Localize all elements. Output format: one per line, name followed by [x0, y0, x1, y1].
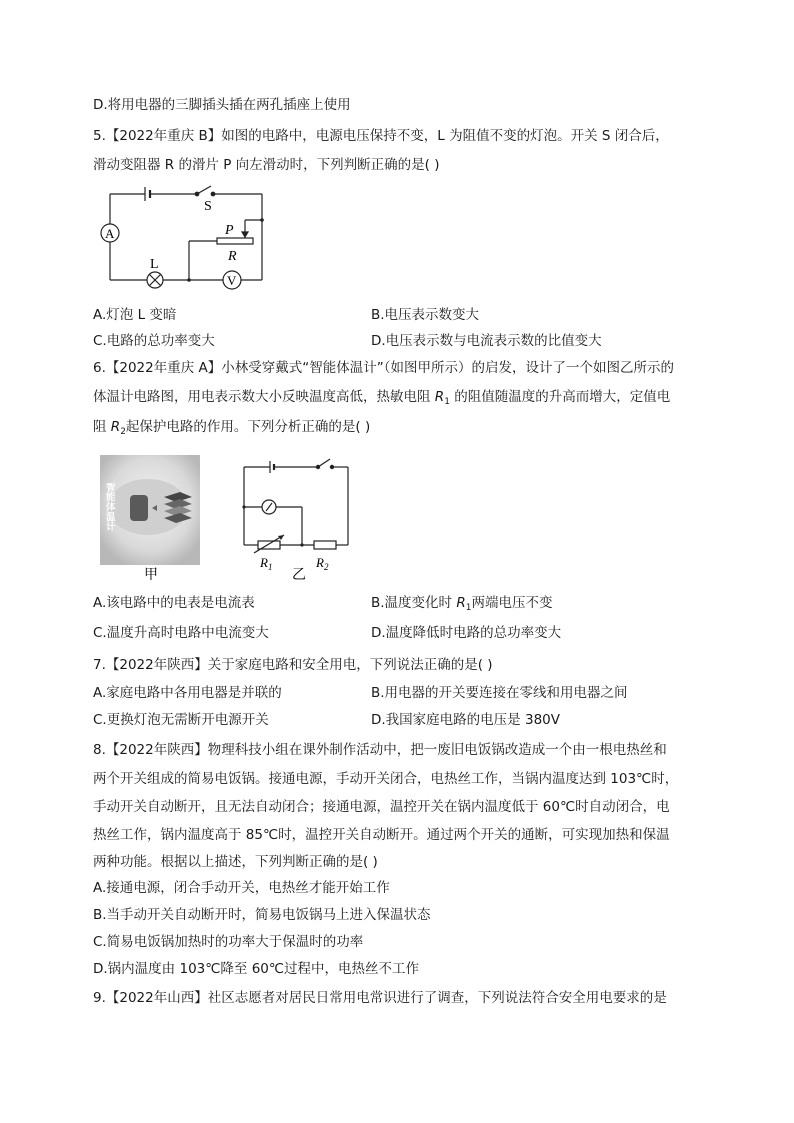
q5-option-d: D.电压表示数与电流表示数的比值变大 [371, 333, 602, 349]
q6-device-text: 智能体温计 [106, 483, 116, 533]
q6-option-c: C.温度升高时电路中电流变大 [93, 625, 269, 641]
q8-stem-line5: 两种功能。根据以上描述，下列判断正确的是( ) [93, 854, 378, 870]
q5-lamp-label: L [150, 257, 159, 272]
q5-rheostat-label: R [228, 249, 237, 264]
q5-slider-label: P [225, 223, 234, 238]
q7-option-c: C.更换灯泡无需断开电源开关 [93, 712, 269, 728]
q5-stem-line1: 5.【2022年重庆 B】如图的电路中，电源电压保持不变，L 为阻值不变的灯泡。开关 S 闭合后， [93, 128, 669, 144]
q5-option-b: B.电压表示数变大 [371, 307, 480, 323]
q6-stem-line2: 体温计电路图，用电表示数大小反映温度高低，热敏电阻 $R_1$ 的阻值随温度的升高而增大，定值电 [93, 389, 671, 407]
q6-figure-yi [232, 455, 362, 583]
q5-option-a: A.灯泡 L 变暗 [93, 307, 177, 323]
q5-stem-line2: 滑动变阻器 R 的滑片 P 向左滑动时，下列判断正确的是( ) [93, 157, 440, 173]
q5-circuit-diagram [95, 180, 275, 292]
q4-option-d: D.将用电器的三脚插头插在两孔插座上使用 [93, 97, 351, 113]
q5-option-c: C.电路的总功率变大 [93, 333, 215, 349]
q5-voltmeter-label: V [227, 273, 237, 288]
q6-option-a: A.该电路中的电表是电流表 [93, 595, 255, 611]
q7-option-a: A.家庭电路中各用电器是并联的 [93, 685, 282, 701]
q6-r1-label: $R_1$ [260, 555, 273, 572]
q8-stem-line2: 两个开关组成的简易电饭锅。接通电源，手动开关闭合，电热丝工作，当锅内温度达到 103℃时， [93, 771, 679, 787]
q8-option-c: C.简易电饭锅加热时的功率大于保温时的功率 [93, 934, 364, 950]
q8-stem-line1: 8.【2022年陕西】物理科技小组在课外制作活动中，把一废旧电饭锅改造成一个由一根电热丝和 [93, 742, 667, 758]
q5-ammeter-label: A [105, 226, 115, 241]
q6-stem-line3: 阻 $R_2$起保护电路的作用。下列分析正确的是( ) [93, 419, 371, 437]
q6-figure-yi-label: 乙 [292, 568, 306, 583]
q6-figure-jia-label: 甲 [144, 568, 158, 583]
q8-option-b: B.当手动开关自动断开时，简易电饭锅马上进入保温状态 [93, 907, 431, 923]
q7-option-d: D.我国家庭电路的电压是 380V [371, 712, 560, 728]
q8-option-a: A.接通电源，闭合手动开关，电热丝才能开始工作 [93, 880, 390, 896]
q6-option-d: D.温度降低时电路的总功率变大 [371, 625, 562, 641]
q6-option-b: B.温度变化时 $R_1$两端电压不变 [371, 595, 553, 613]
q9-stem: 9.【2022年山西】社区志愿者对居民日常用电常识进行了调查，下列说法符合安全用电要求的是 [93, 990, 667, 1006]
q7-option-b: B.用电器的开关要连接在零线和用电器之间 [371, 685, 628, 701]
q6-stem-line1: 6.【2022年重庆 A】小林受穿戴式“智能体温计”（如图甲所示）的启发，设计了一个如图乙所示的 [93, 360, 674, 376]
q8-stem-line3: 手动开关自动断开，且无法自动闭合；接通电源，温控开关在锅内温度低于 60℃时自动闭合，电 [93, 799, 670, 815]
q5-switch-label: S [204, 199, 212, 214]
q7-stem: 7.【2022年陕西】关于家庭电路和安全用电，下列说法正确的是( ) [93, 657, 493, 673]
q6-r2-label: $R_2$ [316, 555, 329, 572]
q6-figure-jia [100, 455, 205, 585]
q8-option-d: D.锅内温度由 103℃降至 60℃过程中，电热丝不工作 [93, 961, 420, 977]
q8-stem-line4: 热丝工作，锅内温度高于 85℃时，温控开关自动断开。通过两个开关的通断，可实现加热和保温 [93, 827, 670, 843]
